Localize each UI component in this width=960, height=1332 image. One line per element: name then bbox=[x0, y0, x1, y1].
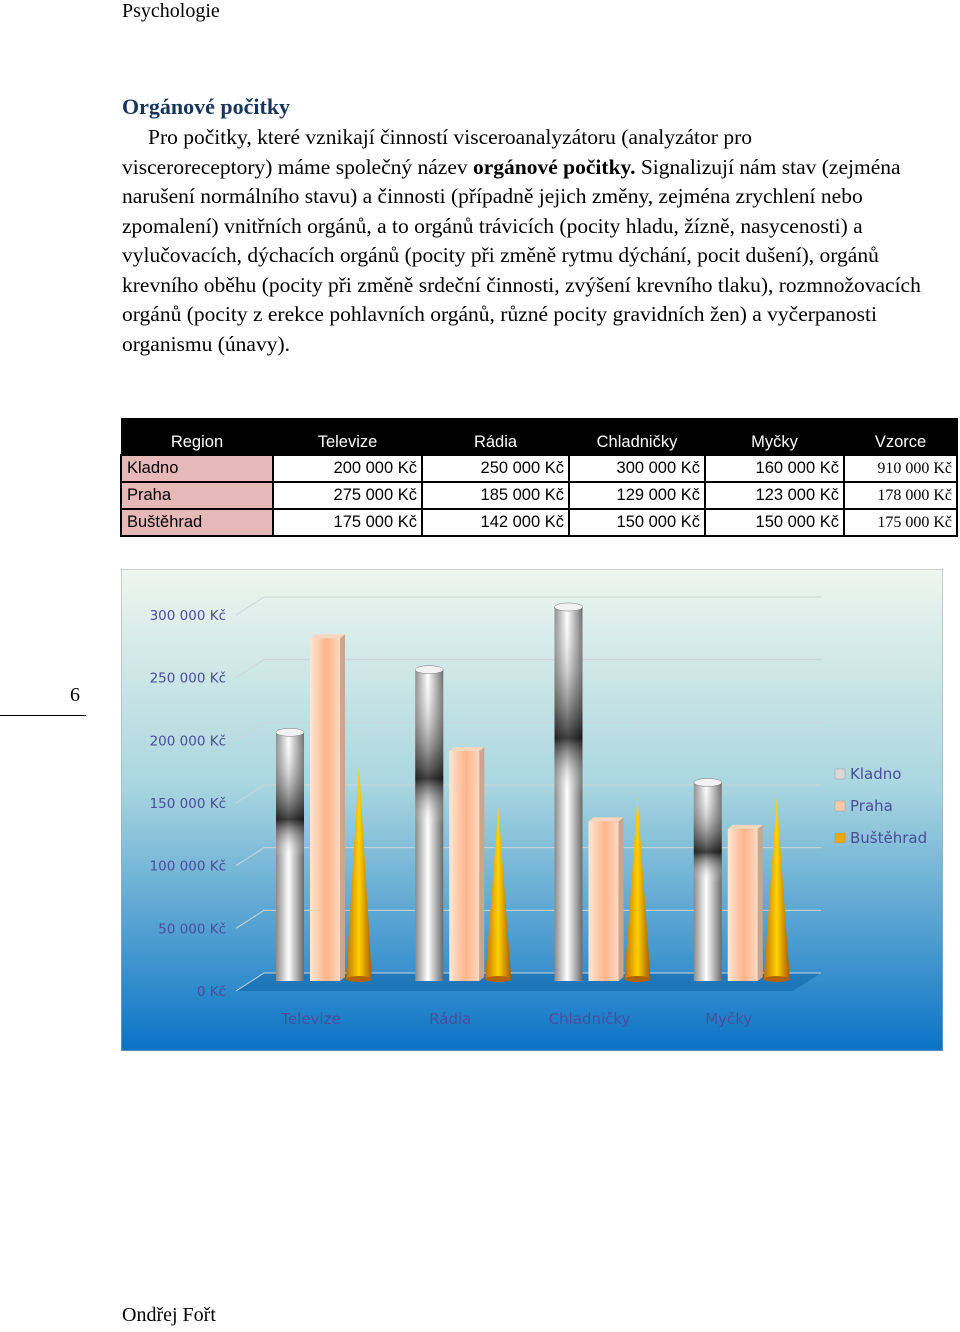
sales-chart bbox=[121, 569, 943, 1051]
table-cell: 150 000 Kč bbox=[705, 509, 844, 536]
header-vzorce: Vzorce bbox=[844, 419, 957, 456]
paragraph-bold-term: orgánové počitky. bbox=[473, 154, 636, 179]
legend-swatch bbox=[835, 801, 845, 811]
table-row bbox=[121, 455, 957, 482]
x-tick-label: Chladničky bbox=[548, 1010, 631, 1028]
table-cell: 123 000 Kč bbox=[705, 482, 844, 509]
table-cell: 175 000 Kč bbox=[273, 509, 422, 536]
bar-praha-1 bbox=[449, 747, 484, 981]
legend-swatch bbox=[835, 833, 845, 843]
sales-table bbox=[120, 418, 958, 537]
bar-kladno-0 bbox=[276, 728, 304, 981]
table-cell: 150 000 Kč bbox=[569, 509, 705, 536]
table-cell: 250 000 Kč bbox=[422, 455, 569, 482]
section-heading: Orgánové počitky bbox=[122, 94, 291, 119]
bar-praha-0 bbox=[310, 634, 345, 981]
header-chladnicky: Chladničky bbox=[569, 419, 705, 456]
paragraph-intro: Pro počitky, které vznikají činností visceroanalyzátoru (analyzátor pro bbox=[148, 125, 752, 149]
y-tick-label: 300 000 Kč bbox=[149, 608, 226, 624]
paragraph-text-2: Signalizují nám stav (zejména narušení normálního stavu) a činnosti (případně jejich změny, zejména zrychlení nebo zpomalení) vnitřních orgánů, a to orgánů trávicích (pocity hladu, žízně, nasycenosti) a vylučovacích, dýchacích orgánů (pocity při změně rytmu dýchání, pocit dušení), orgánů krevního oběhu (pocity při změně srdeční činnosti, zvýšení krevního tlaku), rozmnožovacích orgánů (pocity z erekce pohlavních orgánů, různé pocity gravidních žen) a vyčerpanosti organismu (únavy). bbox=[122, 154, 921, 356]
legend-label: Kladno bbox=[850, 765, 902, 783]
y-tick-label: 250 000 Kč bbox=[149, 670, 226, 687]
header-region: Region bbox=[121, 419, 273, 456]
y-tick-label: 50 000 Kč bbox=[158, 921, 226, 938]
cell-region: Buštěhrad bbox=[121, 509, 273, 536]
page-footer: Ondřej Fořt bbox=[122, 1304, 216, 1326]
legend-swatch bbox=[835, 769, 845, 779]
table-cell: 160 000 Kč bbox=[705, 455, 844, 482]
header-televize: Televize bbox=[273, 419, 422, 456]
y-tick-label: 100 000 Kč bbox=[149, 858, 226, 875]
y-tick-label: 200 000 Kč bbox=[149, 733, 226, 750]
table-cell: 129 000 Kč bbox=[569, 482, 705, 509]
table-cell: 200 000 Kč bbox=[273, 455, 422, 482]
x-tick-label: Myčky bbox=[705, 1010, 753, 1028]
page-header: Psychologie bbox=[122, 0, 220, 22]
table-cell: 175 000 Kč bbox=[844, 509, 957, 536]
x-tick-label: Rádia bbox=[429, 1010, 472, 1028]
table-header-row bbox=[121, 419, 957, 456]
paragraph-text-1: visceroreceptory) máme společný název bbox=[122, 154, 474, 179]
page-number-rule bbox=[0, 715, 86, 716]
table-cell: 275 000 Kč bbox=[273, 482, 422, 509]
header-radia: Rádia bbox=[422, 419, 569, 456]
y-tick-label: 0 Kč bbox=[196, 984, 226, 1000]
bar-kladno-3 bbox=[694, 778, 722, 981]
bar-praha-2 bbox=[589, 817, 624, 981]
cell-region: Praha bbox=[121, 482, 273, 509]
table-row bbox=[121, 509, 957, 536]
bar-kladno-1 bbox=[415, 666, 443, 981]
legend-label: Buštěhrad bbox=[850, 829, 928, 847]
table-cell: 178 000 Kč bbox=[844, 482, 957, 509]
cell-region: Kladno bbox=[121, 455, 273, 482]
header-mycky: Myčky bbox=[705, 419, 844, 456]
x-tick-label: Televize bbox=[281, 1010, 341, 1028]
table-cell: 910 000 Kč bbox=[844, 455, 957, 482]
bar-praha-3 bbox=[728, 825, 763, 981]
body-paragraph bbox=[122, 123, 944, 359]
bar-kladno-2 bbox=[555, 603, 583, 981]
table-cell: 300 000 Kč bbox=[569, 455, 705, 482]
table-cell: 142 000 Kč bbox=[422, 509, 569, 536]
legend-label: Praha bbox=[850, 797, 893, 815]
page-number: 6 bbox=[70, 684, 80, 706]
table-row bbox=[121, 482, 957, 509]
y-tick-label: 150 000 Kč bbox=[149, 796, 226, 812]
table-cell: 185 000 Kč bbox=[422, 482, 569, 509]
